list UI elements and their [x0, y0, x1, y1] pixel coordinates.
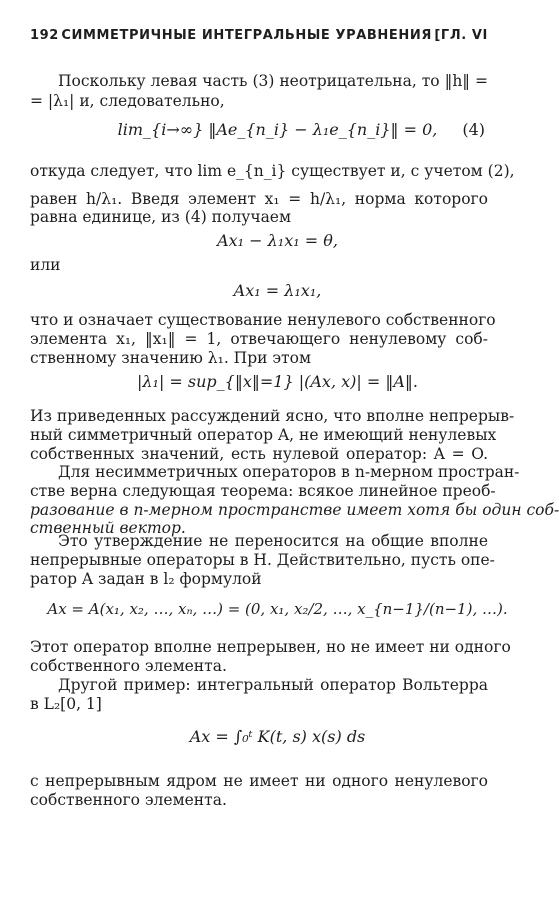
text-line: Из приведенных рассуждений ясно, что вполне непрерыв-: [30, 407, 515, 425]
equation-b: Ax₁ = λ₁x₁,: [233, 281, 322, 300]
text-line: ратор A задан в l₂ формулой: [30, 570, 262, 588]
text-line: Для несимметричных операторов в n-мерном простран-: [58, 463, 520, 481]
text-line: ный симметричный оператор A, не имеющий ненулевых: [30, 426, 497, 444]
text-line: непрерывные операторы в H. Действительно, пусть опе-: [30, 551, 495, 569]
equation-d: Ax = A(x₁, x₂, …, xₙ, …) = (0, x₁, x₂/2, …, x_{n−1}/(n−1), …).: [47, 600, 508, 618]
equation-e: Ax = ∫₀ᵗ K(t, s) x(s) ds: [189, 727, 366, 746]
text-line: Другой пример: интегральный оператор Вольтерра: [58, 676, 488, 694]
equation-a: Ax₁ − λ₁x₁ = θ,: [217, 231, 338, 250]
text-line: равен h/λ₁. Введя элемент x₁ = h/λ₁, норма которого: [30, 190, 488, 208]
text-line: собственных значений, есть нулевой оператор: A = O.: [30, 445, 488, 463]
text-line: стве верна следующая теорема: всякое линейное преоб-: [30, 482, 496, 500]
equation-4: lim_{i→∞} ‖Ae_{n_i} − λ₁e_{n_i}‖ = 0,: [117, 120, 438, 139]
text-line: собственного элемента.: [30, 791, 227, 809]
text-line: элемента x₁, ‖x₁‖ = 1, отвечающего ненулевому соб-: [30, 330, 488, 348]
text-line: Этот оператор вполне непрерывен, но не имеет ни одного: [30, 638, 511, 656]
text-line: ственный вектор.: [30, 519, 186, 537]
text-line: ственному значению λ₁. При этом: [30, 349, 312, 367]
text-line: = |λ₁| и, следовательно,: [30, 92, 225, 110]
running-title: СИММЕТРИЧНЫЕ ИНТЕГРАЛЬНЫЕ УРАВНЕНИЯ: [61, 28, 432, 43]
text-line: с непрерывным ядром не имеет ни одного ненулевого: [30, 772, 488, 790]
text-line: равна единице, из (4) получаем: [30, 208, 292, 226]
text-line: что и означает существование ненулевого собственного: [30, 311, 496, 329]
text-line: в L₂[0, 1]: [30, 695, 102, 713]
running-header: [30, 28, 488, 43]
chapter-label: [ГЛ. VI: [434, 28, 488, 43]
text-line: собственного элемента.: [30, 657, 227, 675]
text-line: разование в n-мерном пространстве имеет хотя бы один соб-: [30, 501, 559, 519]
text-line: или: [30, 256, 61, 274]
text-line: Это утверждение не переносится на общие вполне: [58, 532, 488, 550]
page-number: 192: [30, 28, 59, 43]
text-line: Поскольку левая часть (3) неотрицательна, то ‖h‖ =: [58, 72, 488, 90]
equation-number: (4): [462, 120, 485, 139]
text-line: откуда следует, что lim e_{n_i} существует и, с учетом (2),: [30, 162, 515, 180]
equation-c: |λ₁| = sup_{‖x‖=1} |(Ax, x)| = ‖A‖.: [137, 372, 418, 391]
